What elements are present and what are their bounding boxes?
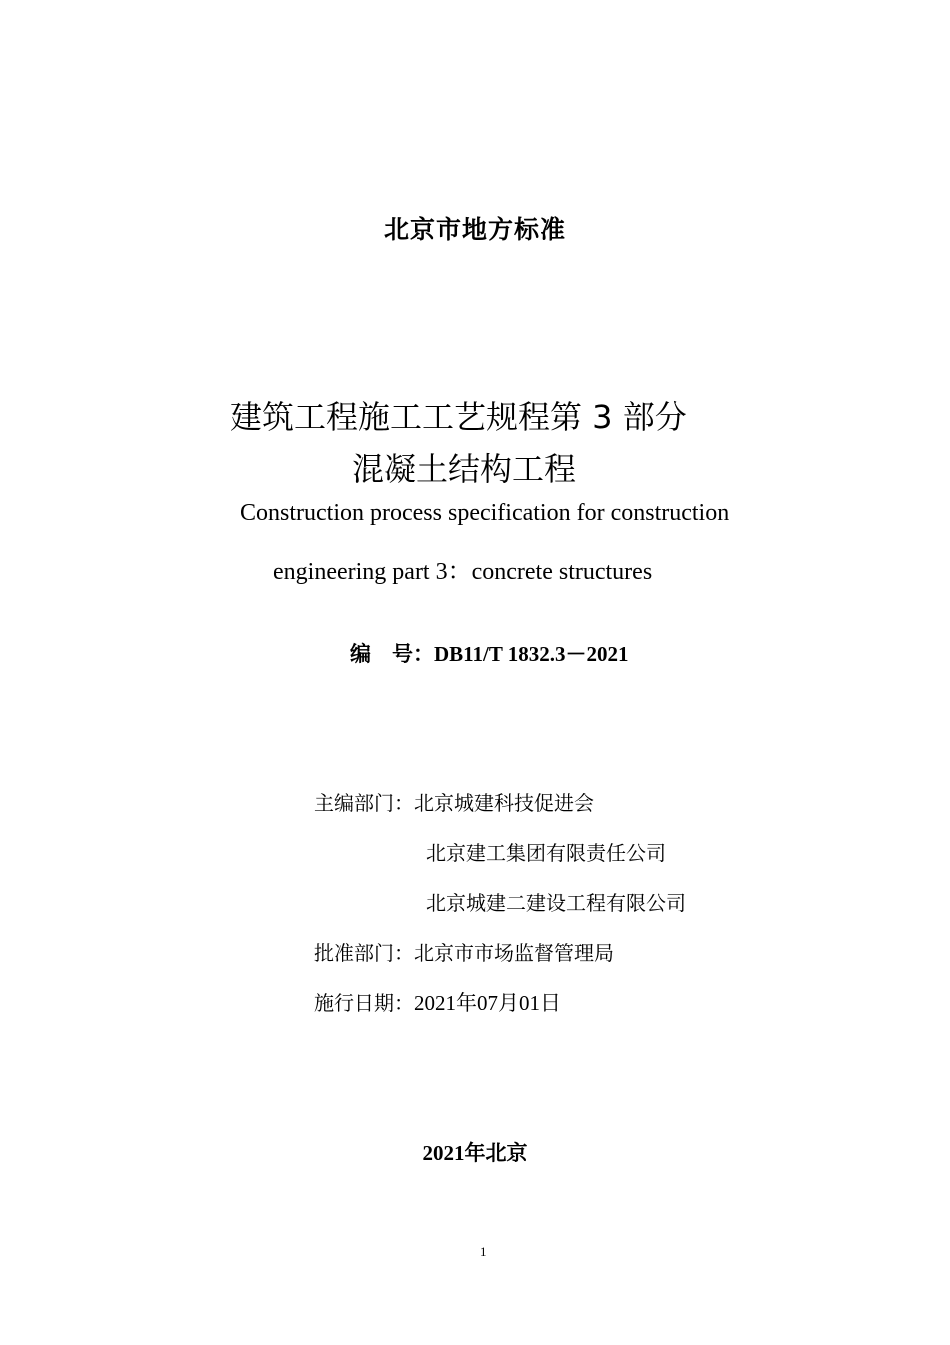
editor-row (426, 837, 666, 866)
standard-type-heading: 北京市地方标准 (383, 215, 566, 244)
publication-place: 年北京 (464, 1140, 528, 1165)
title-english-line-1: Construction process specification for construction (240, 500, 730, 526)
approver-label: 批准部门： (314, 941, 414, 965)
approver-row (314, 937, 614, 966)
publication-line (0, 1137, 950, 1167)
title-chinese-line-2: 混凝土结构工程 (352, 450, 577, 488)
standard-code-label: 编 号： (350, 641, 434, 666)
editor-row (426, 887, 686, 916)
title-english-line-2: engineering part 3：concrete structures (273, 559, 653, 585)
effective-date-row (314, 987, 561, 1017)
editor-name: 北京城建科技促进会 (414, 791, 594, 815)
editor-row (314, 787, 594, 816)
editor-name: 北京城建二建设工程有限公司 (426, 891, 686, 915)
standard-code-value: DB11/T 1832.3－2021 (434, 642, 629, 666)
title-chinese-line-1: 建筑工程施工工艺规程第 3 部分 (230, 398, 687, 436)
effective-date-value: 2021年07月01日 (414, 991, 561, 1015)
editor-name: 北京建工集团有限责任公司 (426, 841, 666, 865)
effective-date-label: 施行日期： (314, 991, 414, 1015)
publication-year: 2021 (422, 1141, 465, 1165)
approver-name: 北京市市场监督管理局 (414, 941, 614, 965)
editor-label: 主编部门： (314, 791, 414, 815)
standard-code (350, 638, 628, 668)
page-number: 1 (480, 1244, 487, 1259)
